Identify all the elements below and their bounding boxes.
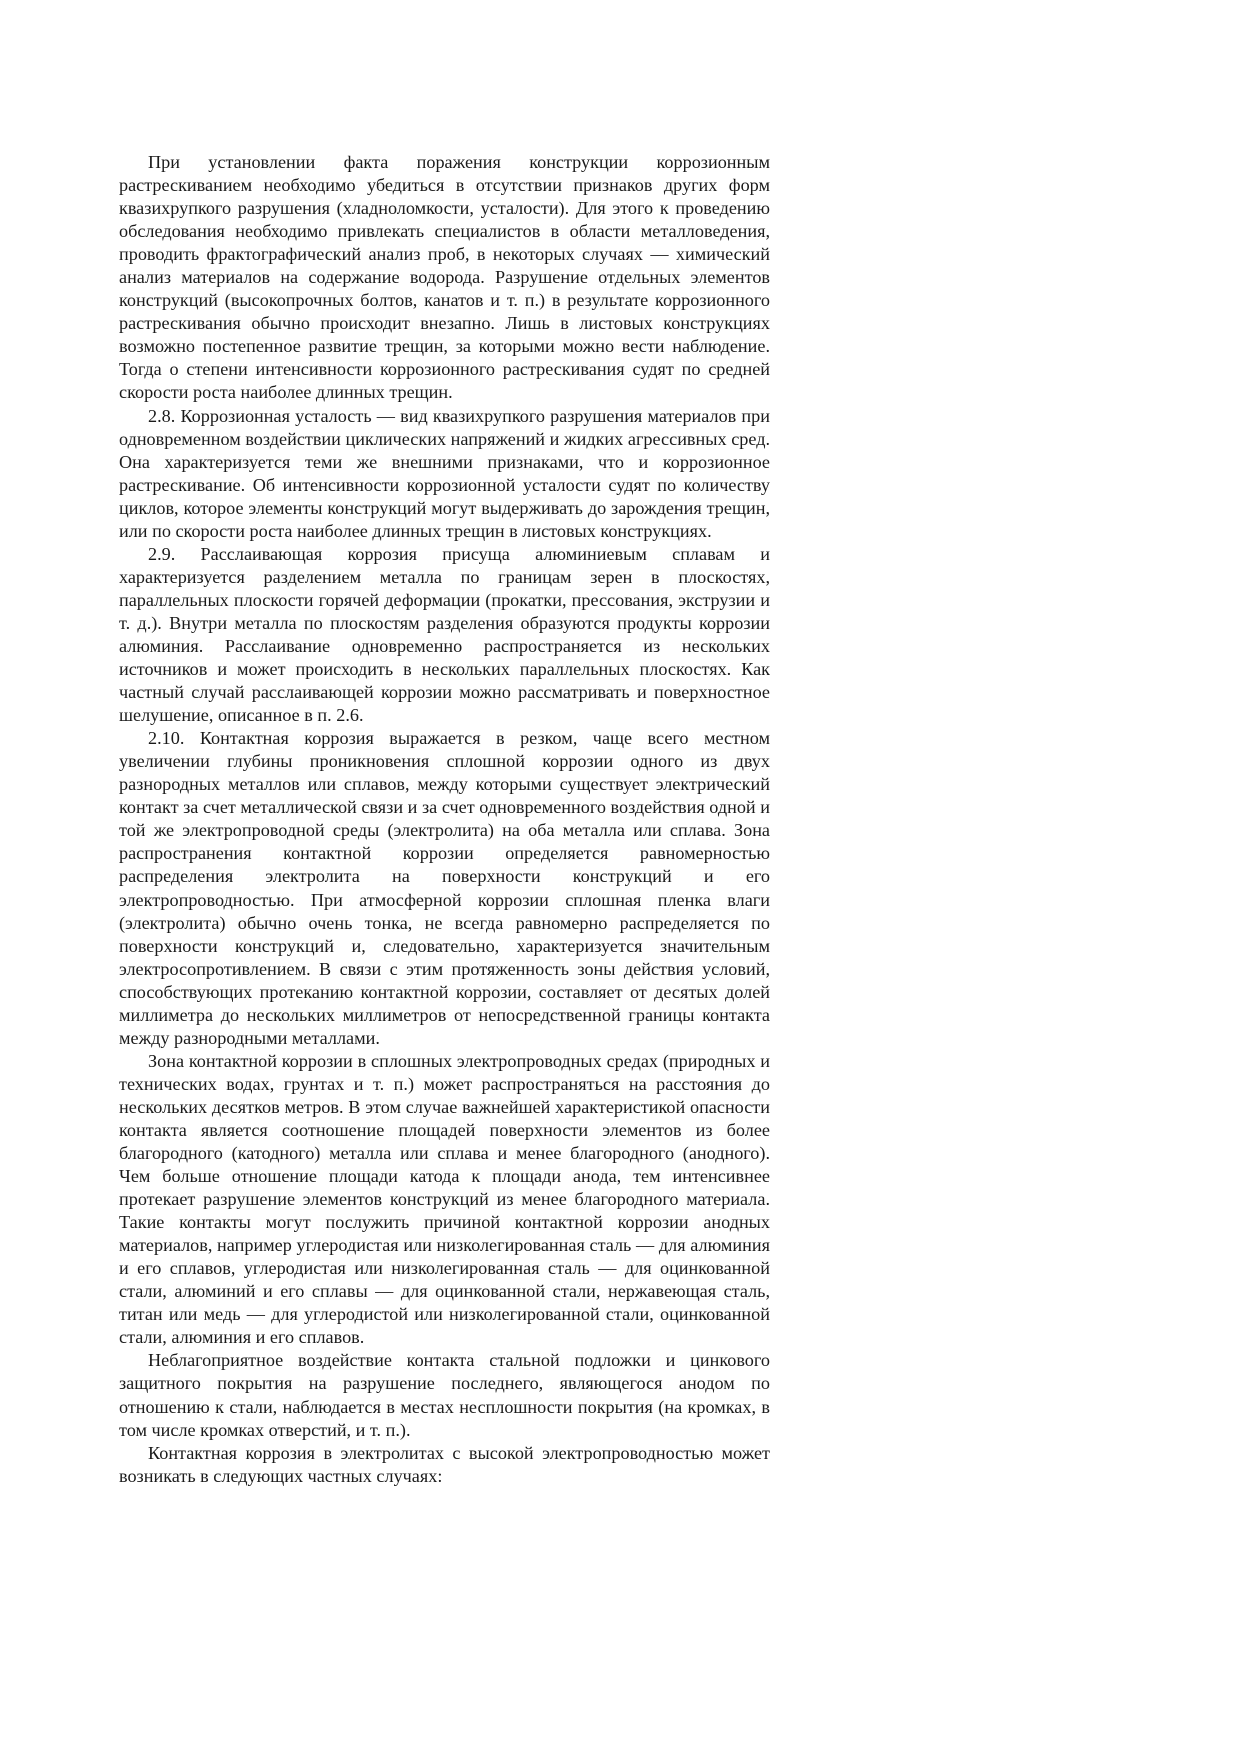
paragraph-2-10-contact-corrosion: 2.10. Контактная коррозия выражается в резком, чаще всего местном увеличении глубины проникновения сплошной коррозии одного из двух разнородных металлов или сплавов, между которыми существует электрический контакт за счет металлической связи и за счет одновременного воздействия одной и той же электропроводной среды (электролита) на оба металла или сплава. Зона распространения контактной коррозии определяется равномерностью распределения электролита на поверхности конструкций и его электропроводностью. При атмосферной коррозии сплошная пленка влаги (электролита) обычно очень тонка, не всегда равномерно распределяется по поверхности конструкций и, следовательно, характеризуется значительным электросопротивлением. В связи с этим протяженность зоны действия условий, способствующих протеканию контактной коррозии, составляет от десятых долей миллиметра до нескольких миллиметров от непосредственной границы контакта между разнородными металлами. — [119, 728, 770, 1048]
paragraph-2-9-exfoliation-corrosion: 2.9. Расслаивающая коррозия присуща алюминиевым сплавам и характеризуется разделением металла по границам зерен в плоскостях, параллельных плоскости горячей деформации (прокатки, прессования, экструзии и т. д.). Внутри металла по плоскостям разделения образуются продукты коррозии алюминия. Расслаивание одновременно распространяется из нескольких источников и может происходить в нескольких параллельных плоскостях. Как частный случай расслаивающей коррозии можно рассматривать и поверхностное шелушение, описанное в п. 2.6. — [119, 543, 770, 726]
paragraph-2-8-corrosion-fatigue: 2.8. Коррозионная усталость — вид квазихрупкого разрушения материалов при одновременном воздействии циклических напряжений и жидких агрессивных сред. Она характеризуется теми же внешними признаками, что и коррозионное растрескивание. Об интенсивности коррозионной усталости судят по количеству циклов, которое элементы конструкций могут выдерживать до зарождения трещин, или по скорости роста наиболее длинных трещин в листовых конструкциях. — [119, 405, 770, 541]
paragraph-contact-zone-electrolytes: Зона контактной коррозии в сплошных электропроводных средах (природных и технических водах, грунтах и т. п.) может распространяться на расстояния до нескольких десятков метров. В этом случае важнейшей характеристикой опасности контакта является соотношение площадей поверхности элементов из более благородного (катодного) металла или сплава и менее благородного (анодного). Чем больше отношение площади катода к площади анода, тем интенсивнее протекает разрушение элементов конструкций из менее благородного материала. Такие контакты могут послужить причиной контактной коррозии анодных материалов, например углеродистая или низколегированная сталь — для алюминия и его сплавов, углеродистая или низколегированная сталь — для оцинкованной стали, алюминий и его сплавы — для оцинкованной стали, нержавеющая сталь, титан или медь — для углеродистой или низколегированной стали, оцинкованной стали, алюминия и его сплавов. — [119, 1050, 770, 1348]
document-page — [119, 151, 770, 1488]
paragraph-zinc-coating: Неблагоприятное воздействие контакта стальной подложки и цинкового защитного покрытия на разрушение последнего, являющегося анодом по отношению к стали, наблюдается в местах несплошности покрытия (на кромках, в том числе кромках отверстий, и т. п.). — [119, 1350, 770, 1440]
paragraph-high-conductivity-cases: Контактная коррозия в электролитах с высокой электропроводностью может возникать в следующих частных случаях: — [119, 1442, 770, 1486]
paragraph-stress-corrosion-cracking: При установлении факта поражения конструкции коррозионным растрескиванием необходимо убедиться в отсутствии признаков других форм квазихрупкого разрушения (хладноломкости, усталости). Для этого к проведению обследования необходимо привлекать специалистов в области металловедения, проводить фрактографический анализ проб, в некоторых случаях — химический анализ материалов на содержание водорода. Разрушение отдельных элементов конструкций (высокопрочных болтов, канатов и т. п.) в результате коррозионного растрескивания обычно происходит внезапно. Лишь в листовых конструкциях возможно постепенное развитие трещин, за которыми можно вести наблюдение. Тогда о степени интенсивности коррозионного растрескивания судят по средней скорости роста наиболее длинных трещин. — [119, 152, 770, 403]
